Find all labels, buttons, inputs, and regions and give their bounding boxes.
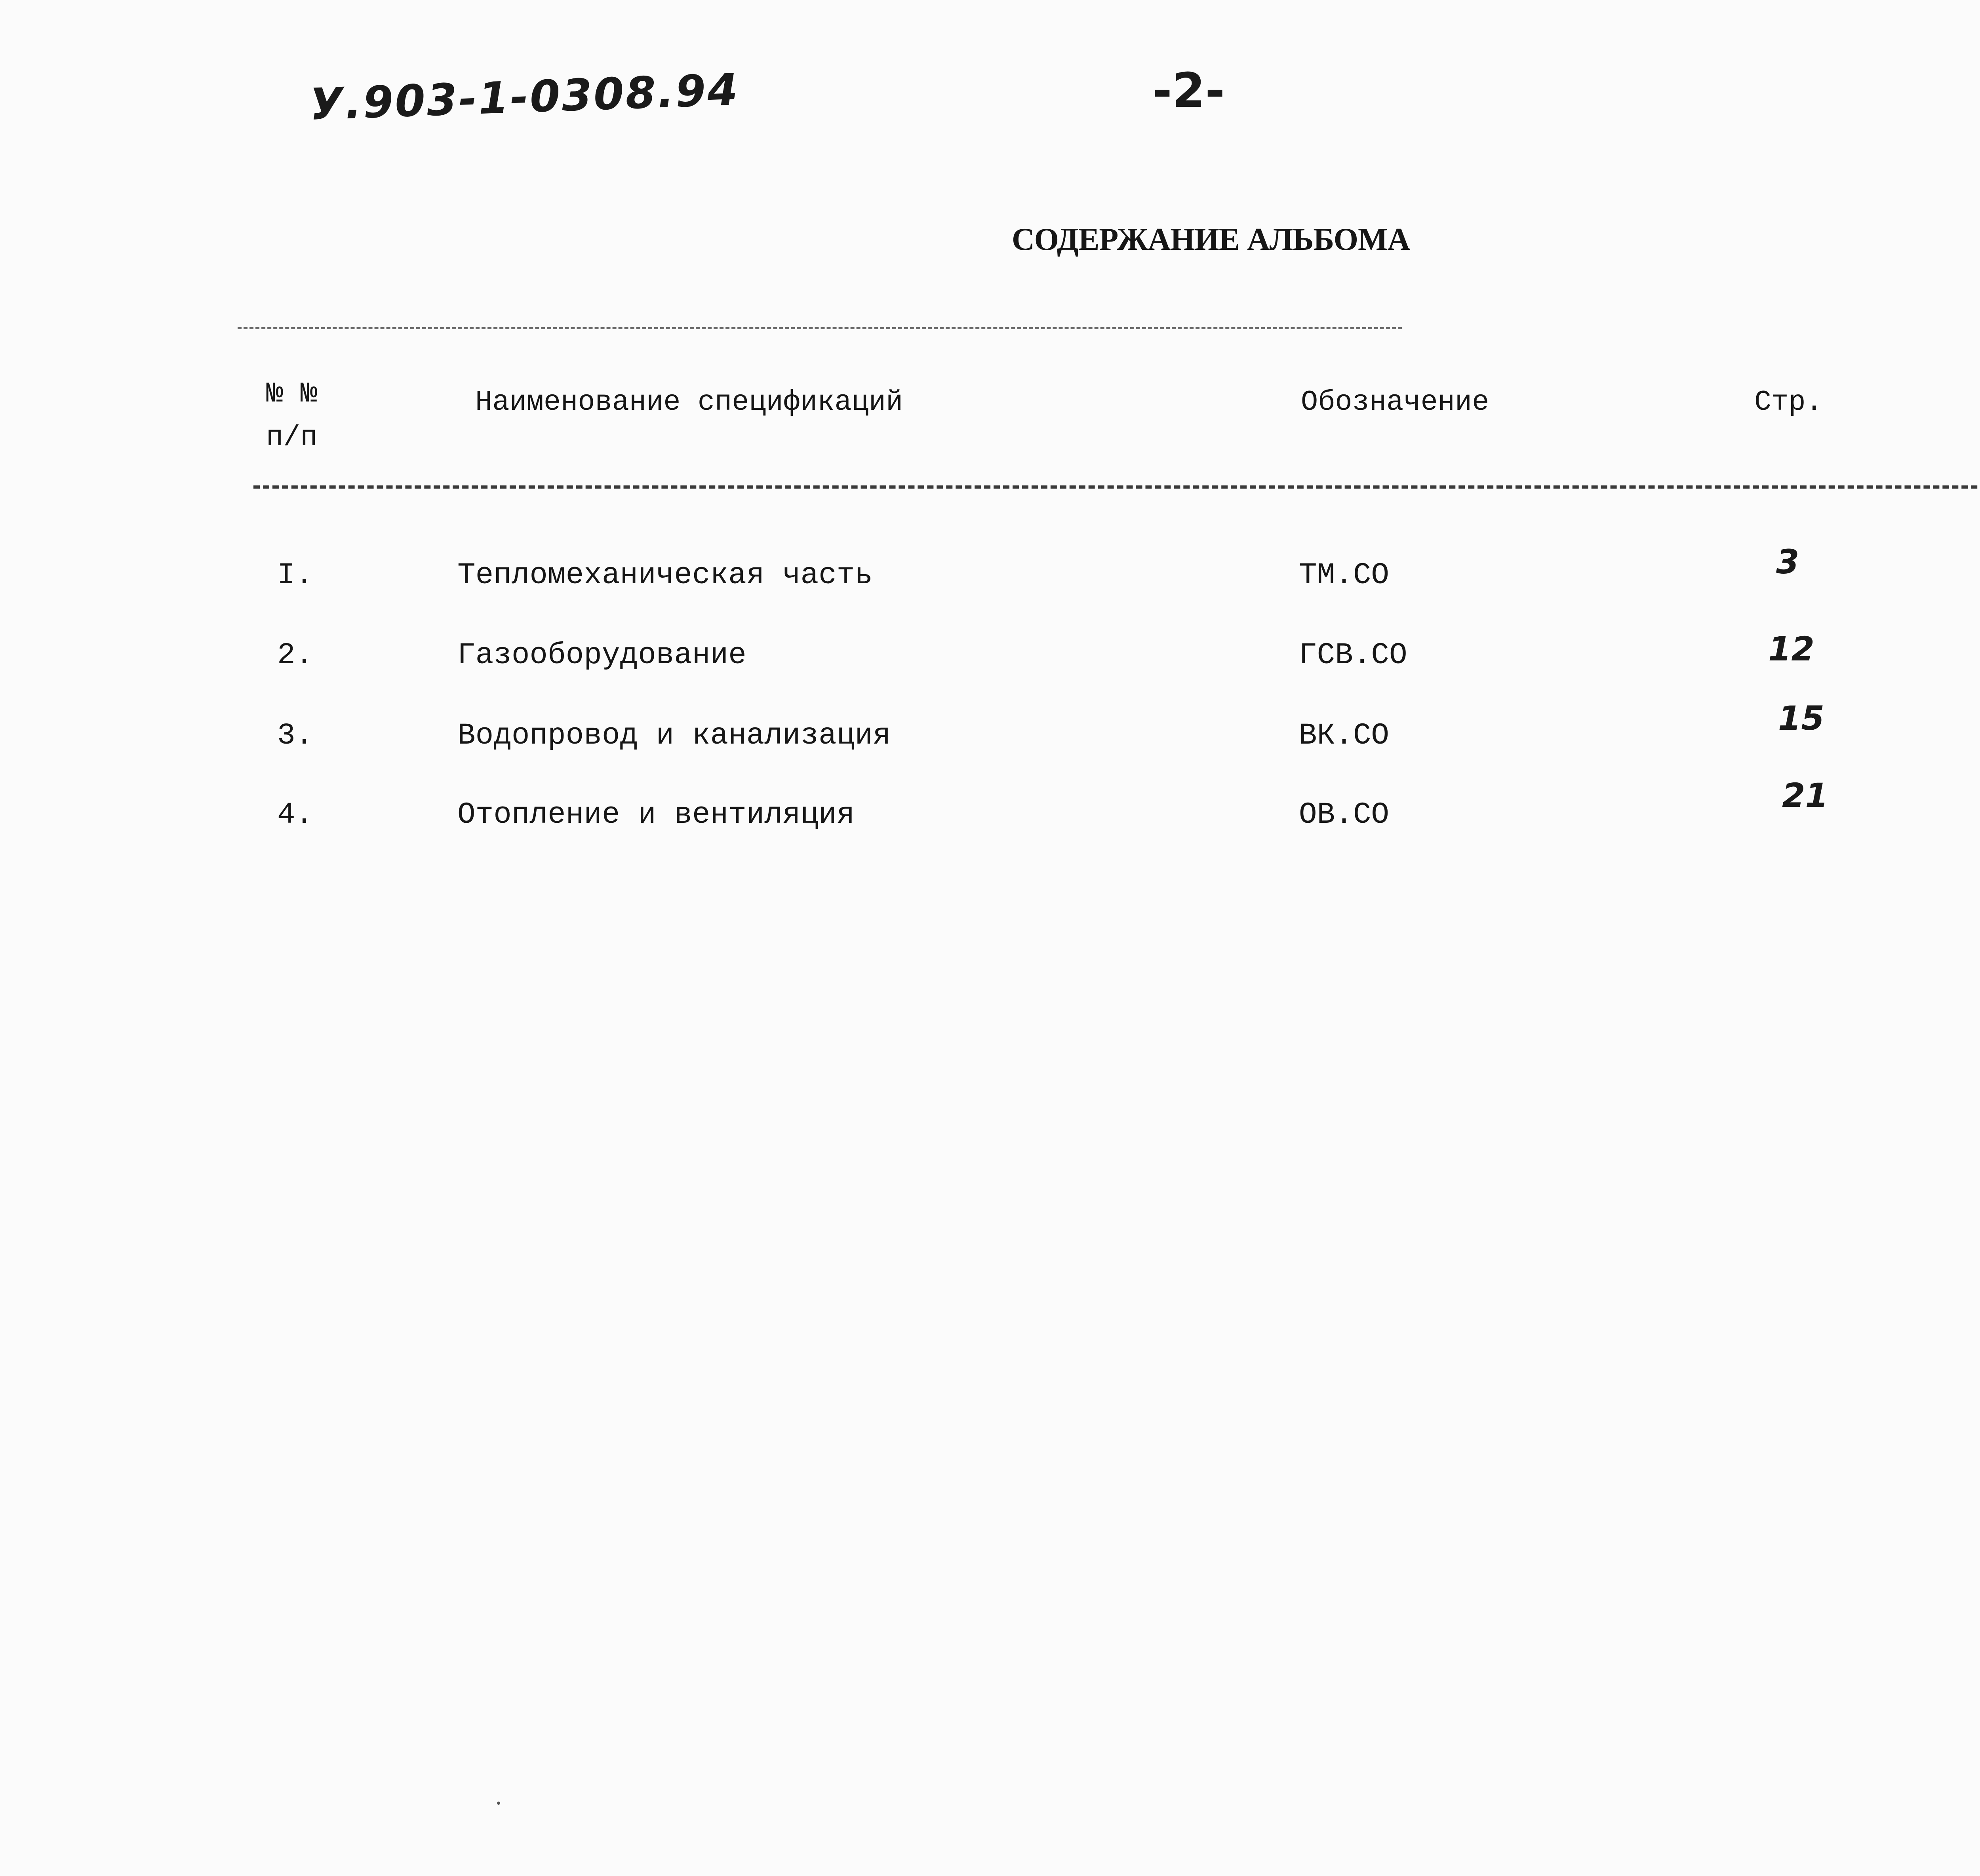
row-designation: ВК.СО: [1299, 719, 1390, 753]
column-header-designation: Обозначение: [1301, 386, 1489, 419]
page-number: -2-: [1152, 63, 1225, 118]
row-page: 21: [1782, 776, 1828, 815]
row-designation: ТМ.СО: [1299, 558, 1390, 592]
row-page: 12: [1768, 630, 1814, 668]
row-number: 4.: [277, 798, 314, 832]
row-name: Водопровод и канализация: [457, 719, 891, 753]
row-number: 3.: [277, 719, 314, 753]
row-name: Газооборудование: [457, 638, 746, 672]
row-designation: ГСВ.СО: [1299, 638, 1407, 672]
row-page: 3: [1776, 542, 1799, 581]
top-rule: [238, 327, 1402, 329]
row-name: Тепломеханическая часть: [457, 558, 873, 592]
column-header-number: № № п/п: [266, 378, 318, 454]
row-number: I.: [277, 558, 314, 592]
document-title: СОДЕРЖАНИЕ АЛЬБОМА: [1012, 222, 1410, 257]
row-number: 2.: [277, 638, 314, 672]
row-name: Отопление и вентиляция: [457, 798, 855, 832]
row-designation: ОВ.СО: [1299, 798, 1390, 832]
scan-speck: [497, 1802, 500, 1805]
row-page: 15: [1778, 699, 1824, 738]
column-header-page: Стр.: [1754, 386, 1823, 419]
column-header-name: Наименование спецификаций: [475, 386, 903, 419]
header-rule: [253, 485, 1980, 489]
document-code: У.903-1-0308.94: [309, 64, 740, 130]
